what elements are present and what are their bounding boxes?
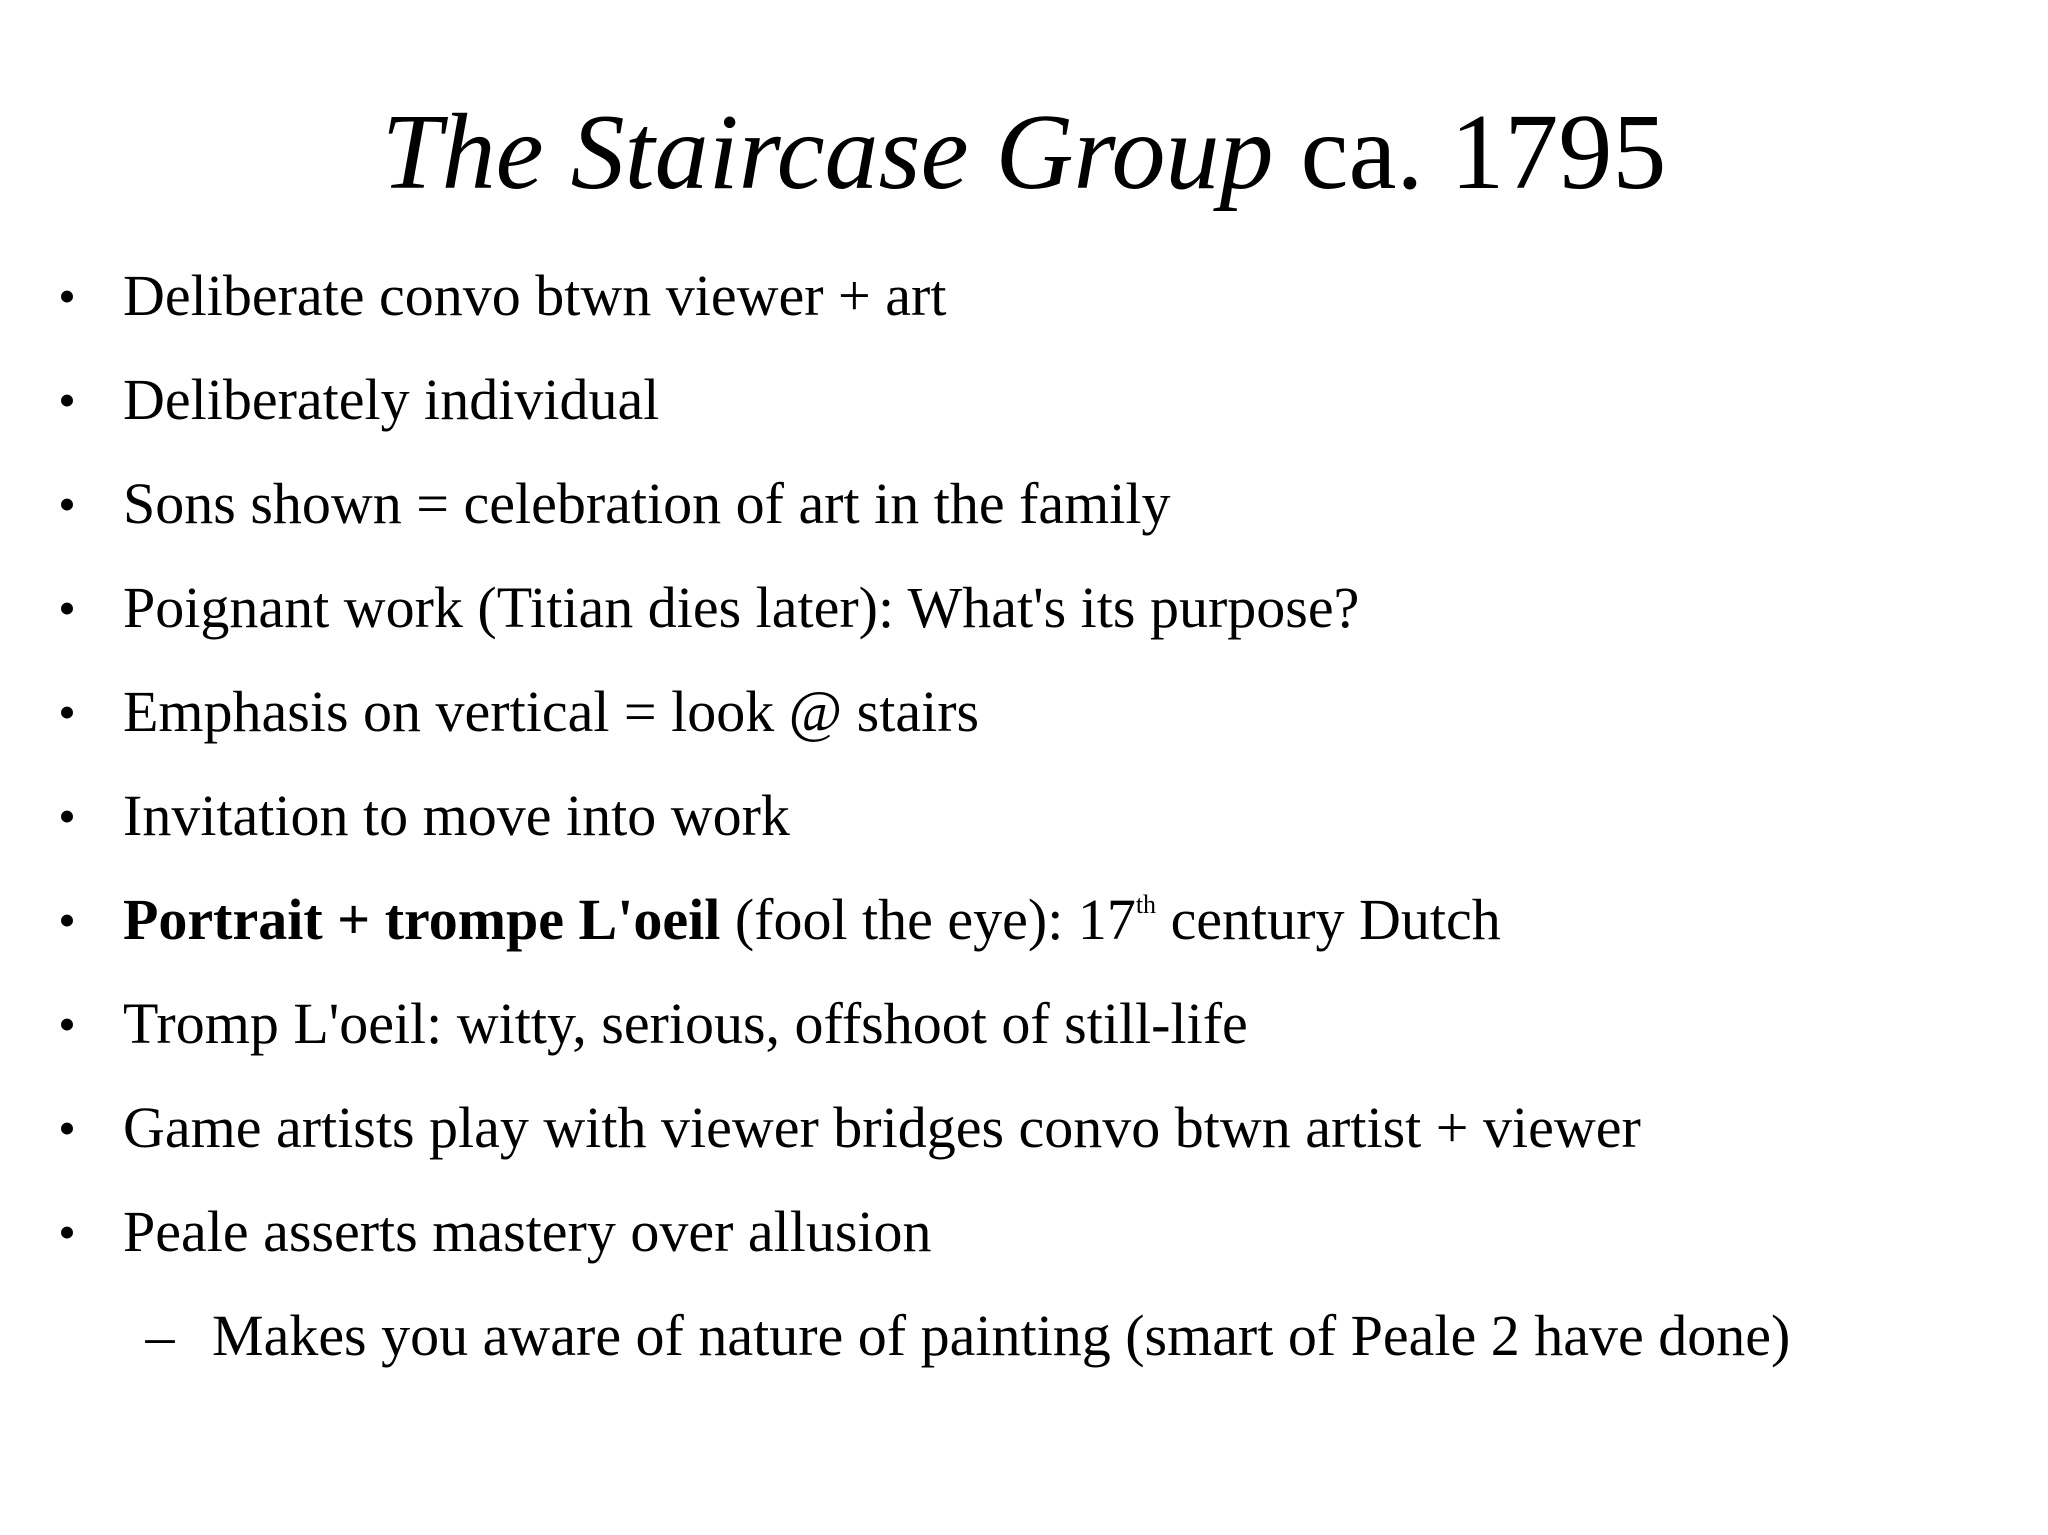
bullet-text: Peale asserts mastery over allusion — [123, 1199, 932, 1264]
bullet-text: Emphasis on vertical = look @ stairs — [123, 679, 980, 744]
bullet-text: Poignant work (Titian dies later): What's its purpose? — [123, 575, 1360, 640]
dash-icon: – — [145, 1303, 175, 1368]
bullet-text-part: (fool the eye): 17 — [720, 887, 1136, 952]
bullet-text: Invitation to move into work — [123, 783, 790, 848]
bullet-icon: • — [58, 372, 76, 428]
bullet-text: Game artists play with viewer bridges convo btwn artist + viewer — [123, 1095, 1641, 1160]
slide-title — [0, 88, 2048, 218]
bullet-icon: • — [58, 684, 76, 740]
bullet-text — [123, 880, 1501, 971]
bullet-icon: • — [58, 996, 76, 1052]
title-italic: The Staircase Group — [381, 93, 1274, 212]
bullet-text: Sons shown = celebration of art in the family — [123, 471, 1171, 536]
bullet-icon: • — [58, 268, 76, 324]
title-date: ca. 1795 — [1273, 93, 1667, 212]
bullet-icon: • — [58, 1100, 76, 1156]
bullet-text: Deliberately individual — [123, 367, 660, 432]
bullet-text-part: century Dutch — [1156, 887, 1501, 952]
bullet-icon: • — [58, 788, 76, 844]
bullet-icon: • — [58, 580, 76, 636]
bullet-icon: • — [58, 892, 76, 948]
bullet-icon: • — [58, 1204, 76, 1260]
bullet-text: Deliberate convo btwn viewer + art — [123, 263, 947, 328]
ordinal-superscript: th — [1135, 890, 1157, 919]
sub-bullet-text: Makes you aware of nature of painting (smart of Peale 2 have done) — [212, 1303, 1791, 1368]
bullet-text: Tromp L'oeil: witty, serious, offshoot of still-life — [123, 991, 1248, 1056]
bold-term: Portrait + trompe L'oeil — [123, 887, 721, 952]
bullet-icon: • — [58, 476, 76, 532]
